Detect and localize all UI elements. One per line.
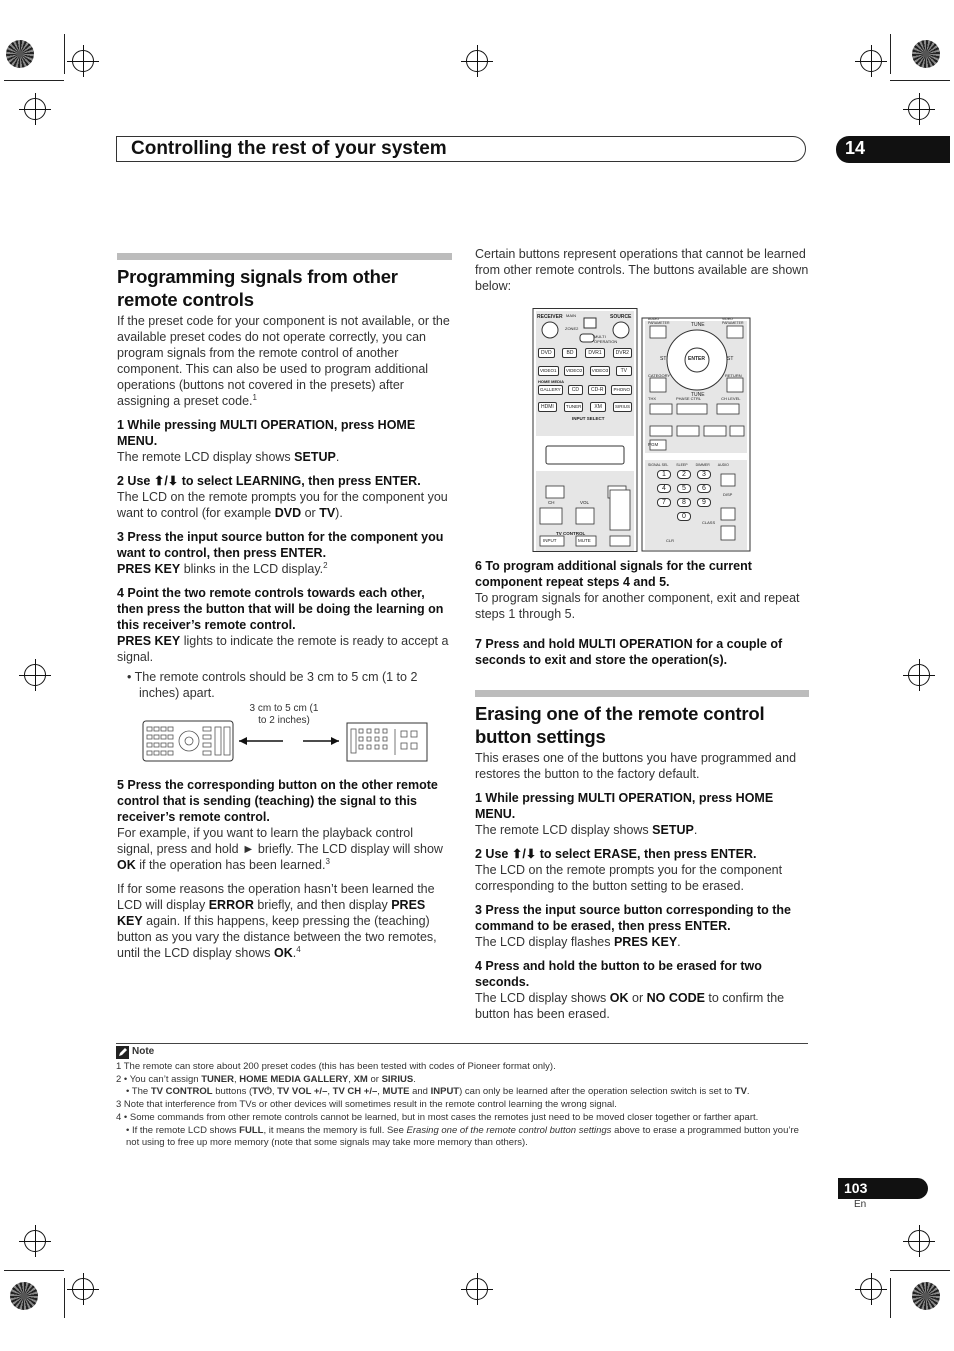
st-label-right: ST bbox=[727, 356, 734, 362]
signal-sel-label: SIGNAL SEL bbox=[648, 463, 669, 467]
crosshair-mark bbox=[72, 50, 94, 72]
home-media-label: HOME MEDIA bbox=[538, 379, 564, 384]
crosshair-mark bbox=[72, 1278, 94, 1300]
note-4a: 4 • Some commands from other remote controls cannot be learned, but in most cases the remotes just need to be moved closer together or farther apart. bbox=[116, 1111, 759, 1123]
source-row-3 bbox=[538, 385, 632, 395]
learnable-intro: Certain buttons represent operations that cannot be learned from other remote controls. The buttons available are shown below: bbox=[475, 247, 809, 293]
step-3-body: PRES KEY blinks in the LCD display.$^2$ bbox=[117, 560, 328, 576]
step-6: 6 To program additional signals for the current component repeat steps 4 and 5. bbox=[475, 559, 752, 589]
crosshair-mark bbox=[466, 1278, 488, 1300]
erase-step-2-body: The LCD on the remote prompts you for the component corresponding to the button setting to be erased. bbox=[475, 863, 783, 893]
crosshair-mark bbox=[908, 98, 930, 120]
tune-label-bottom: TUNE bbox=[691, 392, 705, 398]
remote-illustration bbox=[532, 308, 752, 553]
step-7: 7 Press and hold MULTI OPERATION for a couple of seconds to exit and store the operation(s). bbox=[475, 637, 783, 667]
disp-label: DISP bbox=[723, 492, 733, 497]
step-2: 2 Use ⬆/⬇ to select LEARNING, then press ENTER. bbox=[117, 474, 421, 488]
section-title: Programming signals from other remote controls bbox=[117, 266, 398, 310]
step-1: 1 While pressing MULTI OPERATION, press HOME MENU. bbox=[117, 418, 416, 448]
video-parameter-label: VIDEO PARAMETER bbox=[722, 317, 744, 325]
pgm-label: PGM bbox=[648, 442, 659, 447]
note-1: 1 The remote can store about 200 preset codes (this has been tested with codes of Pioneer format only). bbox=[116, 1061, 556, 1072]
section-bar bbox=[475, 690, 809, 697]
crosshair-mark bbox=[908, 1230, 930, 1252]
cd-r-button: CD-R bbox=[588, 385, 607, 395]
dvr2-button: DVR2 bbox=[613, 348, 632, 358]
erase-intro: This erases one of the buttons you have programmed and restores the button to the factory default. bbox=[475, 751, 797, 781]
crosshair-mark bbox=[466, 50, 488, 72]
input-label: INPUT bbox=[543, 538, 557, 543]
step-5-body: For example, if you want to learn the playback control signal, press and hold ► briefly. The LCD display will show OK if the operation has been learned.$^3$ bbox=[117, 826, 443, 872]
remote-control-diagram bbox=[532, 308, 752, 553]
step-4-body: PRES KEY lights to indicate the remote is ready to accept a signal. bbox=[117, 634, 449, 664]
note-2a: 2 • You can’t assign TUNER, HOME MEDIA GALLERY, XM or SIRIUS. bbox=[116, 1073, 416, 1085]
ch-label: CH bbox=[548, 500, 555, 505]
trim-line bbox=[4, 1270, 64, 1271]
audio-label: AUDIO bbox=[717, 463, 729, 467]
trim-line bbox=[890, 80, 950, 81]
crosshair-mark bbox=[24, 664, 46, 686]
trim-line bbox=[890, 34, 891, 74]
right-column bbox=[475, 246, 809, 294]
thx-label: THX bbox=[648, 396, 656, 401]
num-5-button: 5 bbox=[677, 484, 691, 493]
registration-circle-bottom-left bbox=[10, 1282, 38, 1310]
trim-line bbox=[890, 1278, 891, 1318]
intro-paragraph: If the preset code for your component is not available, or the available preset codes do not operate correctly, you can program signals from the remote control of another component. This can also be used to program additional operations (buttons not covered in the presets) after assigning a preset code.$^1$ bbox=[117, 314, 450, 408]
erase-step-3-body: The LCD display flashes PRES KEY. bbox=[475, 935, 681, 949]
num-4-button: 4 bbox=[657, 484, 671, 493]
section-title-erase: Erasing one of the remote control button settings bbox=[475, 703, 765, 747]
xm-button: XM bbox=[590, 402, 606, 412]
enter-label: ENTER bbox=[688, 356, 705, 362]
note-4b: • If the remote LCD shows FULL, it means the memory is full. See Erasing one of the remote control button settings above to erase a programmed button you’re not using to free up more memory (note that some signals may take more memory than others). bbox=[126, 1124, 799, 1149]
input-select-label: INPUT SELECT bbox=[572, 416, 605, 421]
phono-button: PHONO bbox=[611, 385, 632, 395]
multi-operation-label: MULTI OPERATION bbox=[594, 334, 618, 344]
crosshair-mark bbox=[24, 1230, 46, 1252]
crosshair-mark bbox=[24, 98, 46, 120]
audio-parameter-label: AUDIO PARAMETER bbox=[648, 317, 670, 325]
num-3-button: 3 bbox=[697, 470, 711, 479]
trim-line bbox=[64, 34, 65, 74]
num-0-button: 0 bbox=[677, 512, 691, 521]
zone2-label: ZONE2 bbox=[565, 326, 579, 331]
step-4: 4 Point the two remote controls towards each other, then press the button that will be doing the learning on this receiver’s remote control. bbox=[117, 586, 444, 632]
step-4-bullet: • The remote controls should be 3 cm to 5 cm (1 to 2 inches) apart. bbox=[127, 670, 418, 700]
registration-circle-top-left bbox=[6, 40, 34, 68]
sleep-label: SLEEP bbox=[676, 463, 688, 467]
trim-line bbox=[4, 80, 64, 81]
num-1-button: 1 bbox=[657, 470, 671, 479]
cd-button: CD bbox=[568, 385, 583, 395]
left-column bbox=[117, 253, 452, 961]
crosshair-mark bbox=[860, 50, 882, 72]
step-3: 3 Press the input source button for the component you want to control, then press ENTER. bbox=[117, 530, 444, 560]
video1-button: VIDEO1 bbox=[538, 366, 559, 376]
erase-step-1: 1 While pressing MULTI OPERATION, press HOME MENU. bbox=[475, 791, 774, 821]
remotes-distance-figure bbox=[117, 703, 452, 769]
tuner-button: TUNER bbox=[564, 402, 584, 412]
chapter-number: 14 bbox=[836, 136, 950, 163]
language-code: En bbox=[854, 1199, 867, 1210]
arrow-up-down-icon: ⬆/⬇ bbox=[511, 847, 537, 861]
chapter-header bbox=[116, 136, 806, 162]
category-label: CATEGORY bbox=[648, 373, 671, 378]
trim-line bbox=[890, 1270, 950, 1271]
step-5: 5 Press the corresponding button on the other remote control that is sending (teaching) the signal to this receiver’s remote control. bbox=[117, 778, 438, 824]
arrow-up-down-icon: ⬆/⬇ bbox=[153, 474, 179, 488]
source-row-1 bbox=[538, 348, 632, 358]
registration-circle-top-right bbox=[912, 40, 940, 68]
footnotes bbox=[116, 1043, 808, 1150]
hdmi-button: HDMI bbox=[538, 402, 557, 412]
tv-button: TV bbox=[616, 366, 632, 376]
right-column-lower bbox=[475, 558, 809, 1022]
erase-step-4-body: The LCD display shows OK or NO CODE to confirm the button has been erased. bbox=[475, 991, 785, 1021]
num-header-labels bbox=[648, 463, 729, 467]
num-6-button: 6 bbox=[697, 484, 711, 493]
note-pencil-icon bbox=[116, 1046, 129, 1059]
bd-button: BD bbox=[562, 348, 577, 358]
main-label: MAIN bbox=[566, 313, 576, 318]
st-label-left: ST bbox=[660, 356, 667, 362]
crosshair-mark bbox=[908, 664, 930, 686]
step-2-body: The LCD on the remote prompts you for the component you want to control (for example DVD or TV). bbox=[117, 490, 448, 520]
sirius-button: SIRIUS bbox=[613, 402, 632, 412]
video3-button: VIDEO3 bbox=[590, 366, 611, 376]
num-2-button: 2 bbox=[677, 470, 691, 479]
note-2b: • The TV CONTROL buttons (TV⏻, TV VOL +/–, TV CH +/–, MUTE and INPUT) can only be learned after the operation selection switch is set to TV. bbox=[126, 1086, 750, 1098]
num-7-button: 7 bbox=[657, 498, 671, 507]
row5-labels bbox=[648, 396, 740, 401]
step-6-body: To program signals for another component, exit and repeat steps 1 through 5. bbox=[475, 591, 800, 621]
erase-step-4: 4 Press and hold the button to be erased for two seconds. bbox=[475, 959, 762, 989]
page-title: Controlling the rest of your system bbox=[131, 138, 447, 159]
num-8-button: 8 bbox=[677, 498, 691, 507]
crosshair-mark bbox=[860, 1278, 882, 1300]
dvd-button: DVD bbox=[538, 348, 555, 358]
erase-step-2: 2 Use ⬆/⬇ to select ERASE, then press ENTER. bbox=[475, 847, 757, 861]
step-5-extra: If for some reasons the operation hasn’t been learned the LCD will display ERROR briefly, and then display PRES KEY again. If this happens, keep pressing the (teaching) button as you vary the distance between the two remotes, until the LCD display shows OK.$^4$ bbox=[117, 882, 437, 960]
phase-ctrl-label: PHASE CTRL bbox=[676, 396, 702, 401]
distance-label: 3 cm to 5 cm (1 to 2 inches) bbox=[249, 703, 319, 726]
mute-label: MUTE bbox=[578, 538, 591, 543]
ch-level-label: CH LEVEL bbox=[721, 396, 741, 401]
source-row-2 bbox=[538, 366, 632, 376]
class-label: CLASS bbox=[702, 520, 716, 525]
source-row-4 bbox=[538, 402, 632, 412]
page-number: 103 bbox=[838, 1178, 928, 1199]
tv-control-label: TV CONTROL bbox=[556, 531, 586, 536]
tune-label-top: TUNE bbox=[691, 322, 705, 328]
return-label: RETURN bbox=[725, 373, 742, 378]
erase-step-1-body: The remote LCD display shows SETUP. bbox=[475, 823, 698, 837]
registration-circle-bottom-right bbox=[912, 1282, 940, 1310]
number-pad bbox=[654, 470, 714, 521]
video2-button: VIDEO2 bbox=[564, 366, 585, 376]
erase-step-3: 3 Press the input source button corresponding to the command to be erased, then press ENTER. bbox=[475, 903, 791, 933]
note-3: 3 Note that interference from TVs or other devices will sometimes result in the remote control learning the wrong signal. bbox=[116, 1099, 617, 1111]
section-bar bbox=[117, 253, 452, 260]
dvr1-button: DVR1 bbox=[585, 348, 604, 358]
note-heading: Note bbox=[116, 1046, 808, 1059]
gallery-button: GALLERY bbox=[538, 385, 563, 395]
source-button-label: SOURCE bbox=[610, 314, 632, 320]
clr-label: CLR bbox=[666, 538, 675, 543]
trim-line bbox=[64, 1278, 65, 1318]
vol-label: VOL bbox=[580, 500, 590, 505]
num-9-button: 9 bbox=[697, 498, 711, 507]
step-1-body: The remote LCD display shows SETUP. bbox=[117, 450, 340, 464]
dimmer-label: DIMMER bbox=[695, 463, 710, 467]
receiver-button-label: RECEIVER bbox=[537, 314, 563, 320]
